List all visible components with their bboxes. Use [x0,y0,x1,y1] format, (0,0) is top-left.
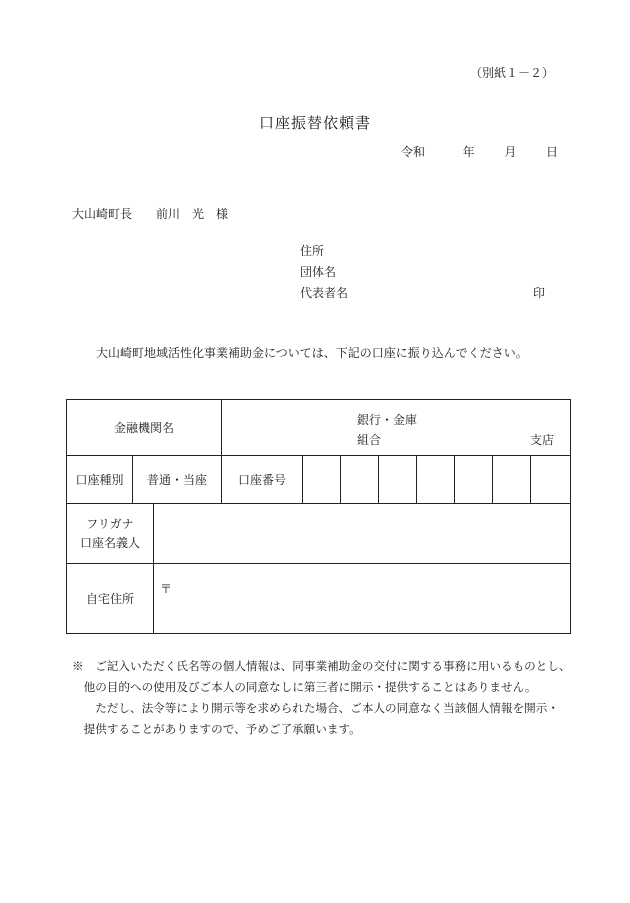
document-title: 口座振替依頼書 [258,114,371,132]
holder-input-cell[interactable] [154,504,571,564]
institution-label: 金融機関名 [67,400,222,456]
account-type-value[interactable]: 普通・当座 [133,456,222,504]
institution-cell[interactable] [222,400,571,456]
date-line [401,143,558,160]
date-day: 日 [545,145,558,159]
account-number-digit-cell[interactable] [493,456,531,504]
privacy-note-line: ただし、法令等により開示等を求められた場合、ご本人の同意なく当該個人情報を開示・ [72,701,559,715]
addressee: 大山崎町長 前川 光 様 [72,207,229,221]
home-address-input-cell[interactable] [154,564,571,634]
date-era: 令和 [400,145,425,159]
account-number-label: 口座番号 [222,456,303,504]
account-number-digit-cell[interactable] [341,456,379,504]
date-month: 月 [504,145,517,159]
applicant-address-label: 住所 [300,244,325,258]
applicant-group-label: 団体名 [300,265,337,279]
bank-option: 銀行・金庫 [357,412,418,427]
account-number-digit-cell[interactable] [303,456,341,504]
request-text: 大山崎町地域活性化事業補助金については、下記の口座に振り込んでください。 [96,346,528,360]
holder-label-cell [67,504,154,564]
union-option: 組合 [357,432,382,447]
furigana-label: フリガナ [86,516,134,531]
annex-label: （別紙１－２） [469,66,554,80]
account-number-digit-cell[interactable] [455,456,493,504]
account-number-digit-cell[interactable] [379,456,417,504]
privacy-note-line: ※ ご記入いただく氏名等の個人情報は、同事業補助金の交付に関する事務に用いるものとし、 [72,659,571,673]
home-address-label: 自宅住所 [67,564,154,634]
account-number-digit-cell[interactable] [531,456,571,504]
applicant-representative-label: 代表者名 [300,286,349,300]
seal-label: 印 [533,286,546,300]
account-number-digit-cell[interactable] [417,456,455,504]
holder-label: 口座名義人 [79,535,140,550]
postal-mark: 〒 [160,582,173,596]
branch-label: 支店 [530,432,555,447]
privacy-note-line: 他の目的への使用及びご本人の同意なしに第三者に開示・提供することはありません。 [72,680,537,694]
account-type-label: 口座種別 [67,456,133,504]
privacy-note-line: 提供することがありますので、予めご了承願います。 [72,722,361,736]
date-year: 年 [462,145,475,159]
account-form-table [66,399,571,634]
